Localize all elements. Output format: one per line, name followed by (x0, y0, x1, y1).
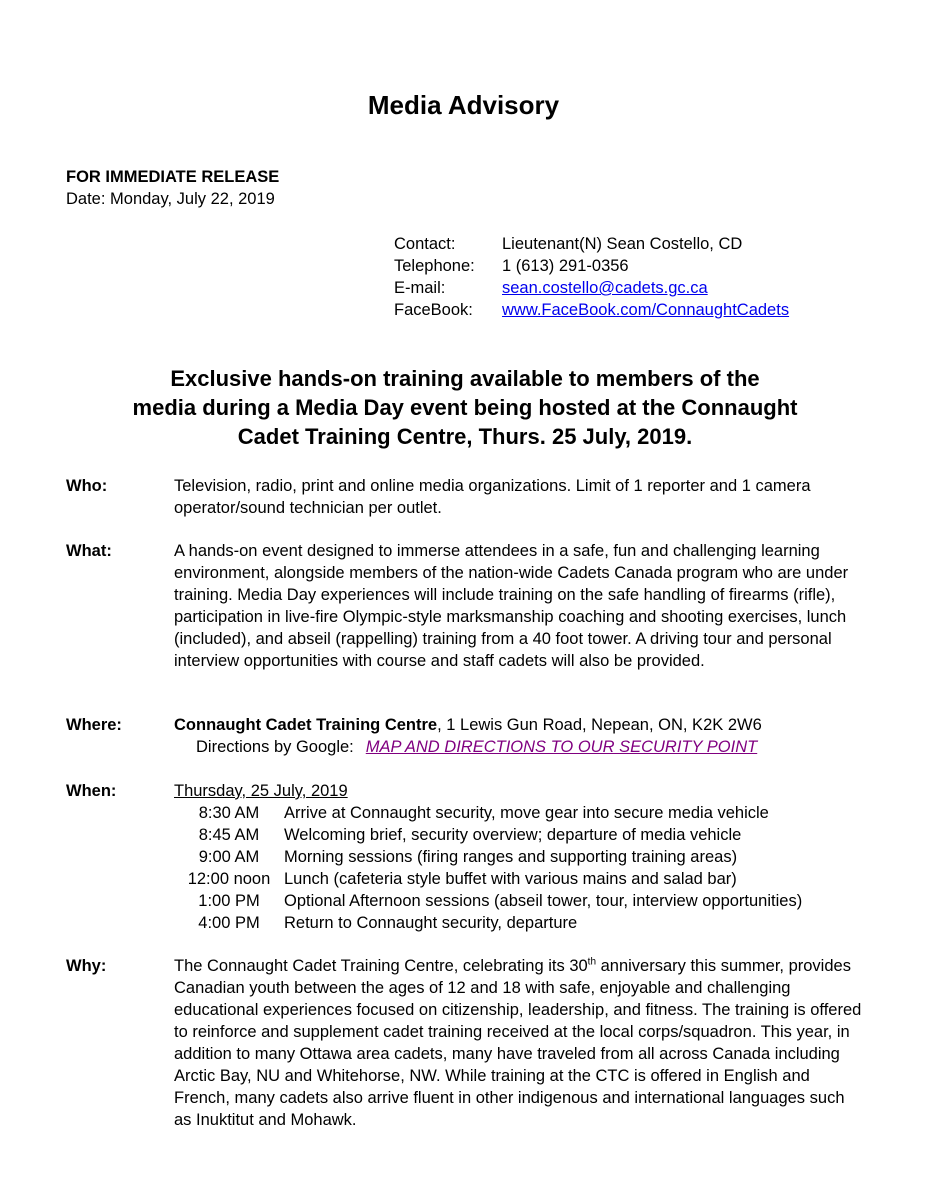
venue-name: Connaught Cadet Training Centre (174, 716, 438, 734)
schedule-row (174, 846, 866, 868)
why-section (66, 955, 866, 1131)
contact-block (394, 233, 789, 321)
where-label: Where: (66, 716, 122, 734)
schedule-time: 8:30 AM (198, 804, 260, 822)
schedule-row (174, 802, 866, 824)
when-body (174, 780, 866, 934)
headline-line: media during a Media Day event being hosted at the Connaught (132, 395, 798, 420)
schedule-desc: Optional Afternoon sessions (abseil tower, tour, interview opportunities) (284, 892, 803, 910)
release-date: Date: Monday, July 22, 2019 (66, 190, 275, 208)
release-notice: FOR IMMEDIATE RELEASE (66, 168, 280, 186)
headline-line: Exclusive hands-on training available to members of the (170, 366, 760, 391)
telephone-value: 1 (613) 291-0356 (502, 257, 629, 275)
headline-line: Cadet Training Centre, Thurs. 25 July, 2019. (237, 424, 693, 449)
what-label: What: (66, 542, 112, 560)
where-address-line (174, 714, 866, 736)
directions-line (196, 736, 866, 758)
facebook-link[interactable]: www.FaceBook.com/ConnaughtCadets (502, 301, 790, 319)
when-label: When: (66, 782, 117, 800)
what-section (66, 540, 866, 672)
why-text-rest: anniversary this summer, provides Canadian youth between the ages of 12 and 18 with safe, enjoyable and challenging educational experiences focused on citizenship, leadership, and fitness. The training is offered to reinforce and supplement cadet training received at the local corps/squadron. This year, in addition to many Ottawa area cadets, many have traveled from all across Canada including Arctic Bay, NU and Whitehorse, NW. While training at the CTC is offered in English and French, many cadets also arrive fluent in other indigenous and international languages such as Inuktitut and Mohawk. (174, 957, 862, 1129)
who-text: Television, radio, print and online media organizations. Limit of 1 reporter and 1 camera operator/sound technician per outlet. (174, 477, 811, 517)
email-label: E-mail: (394, 279, 446, 297)
telephone-label: Telephone: (394, 257, 475, 275)
schedule-row (174, 912, 866, 934)
where-body (174, 714, 866, 758)
where-section (66, 714, 866, 758)
map-directions-link[interactable]: MAP AND DIRECTIONS TO OUR SECURITY POINT (365, 738, 758, 756)
schedule-row (174, 890, 866, 912)
why-text (174, 955, 866, 1131)
schedule-time: 4:00 PM (198, 914, 260, 932)
schedule-desc: Arrive at Connaught security, move gear into secure media vehicle (284, 804, 769, 822)
who-section (66, 475, 866, 519)
why-text-start: The Connaught Cadet Training Centre, celebrating its 30 (174, 957, 588, 975)
page-title: Media Advisory (367, 90, 560, 120)
telephone-row (394, 255, 789, 277)
when-section (66, 780, 866, 934)
schedule-time: 8:45 AM (198, 826, 260, 844)
schedule-desc: Lunch (cafeteria style buffet with various mains and salad bar) (284, 870, 737, 888)
schedule-row (174, 824, 866, 846)
schedule-desc: Return to Connaught security, departure (284, 914, 578, 932)
event-date: Thursday, 25 July, 2019 (174, 782, 348, 800)
email-row (394, 277, 789, 299)
contact-label: Contact: (394, 235, 456, 253)
email-link[interactable]: sean.costello@cadets.gc.ca (502, 279, 708, 297)
ordinal-suffix: th (587, 956, 597, 968)
schedule-time: 12:00 noon (187, 870, 271, 888)
facebook-label: FaceBook: (394, 301, 473, 319)
directions-label: Directions by Google: (196, 738, 354, 756)
headline (60, 364, 870, 451)
why-label: Why: (66, 957, 107, 975)
schedule-row (174, 868, 866, 890)
schedule-desc: Morning sessions (firing ranges and supporting training areas) (284, 848, 738, 866)
contact-row (394, 233, 789, 255)
venue-address: , 1 Lewis Gun Road, Nepean, ON, K2K 2W6 (437, 716, 762, 734)
facebook-row (394, 299, 789, 321)
schedule-desc: Welcoming brief, security overview; departure of media vehicle (284, 826, 742, 844)
who-label: Who: (66, 477, 108, 495)
schedule-time: 9:00 AM (198, 848, 260, 866)
what-text: A hands-on event designed to immerse attendees in a safe, fun and challenging learning environment, alongside members of the nation-wide Cadets Canada program who are under training. Media Day experiences will include training on the safe handling of firearms (rifle), participation in live-fire Olympic-style marksmanship coaching and shooting exercises, lunch (included), and abseil (rappelling) training from a 40 foot tower. A driving tour and personal interview opportunities with course and staff cadets will also be provided. (174, 542, 849, 670)
contact-name: Lieutenant(N) Sean Costello, CD (502, 235, 743, 253)
schedule-time: 1:00 PM (198, 892, 260, 910)
